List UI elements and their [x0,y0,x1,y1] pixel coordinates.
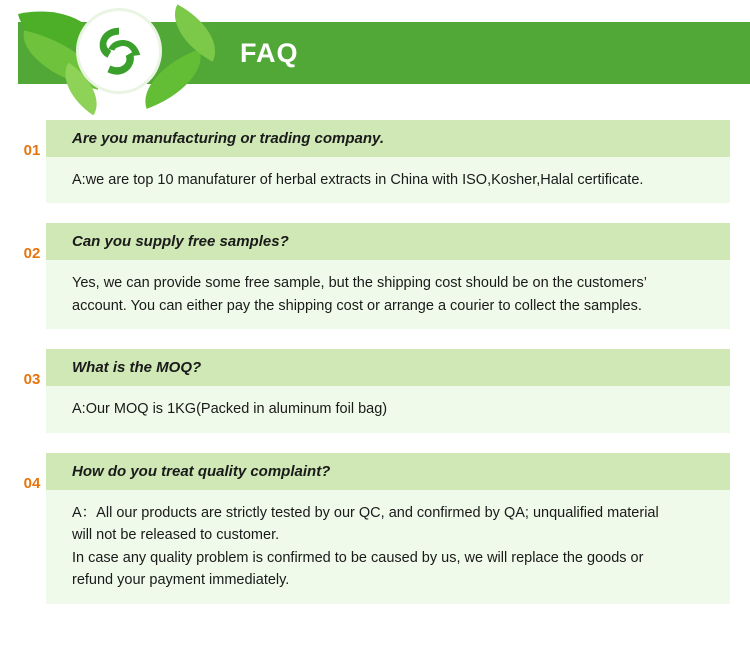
faq-answer-line: refund your payment immediately. [72,572,290,589]
faq-answer-line: Yes, we can provide some free sample, but the shipping cost should be on the customers’ [72,275,647,292]
faq-answer [46,157,730,203]
faq-answer-line: A:we are top 10 manufaturer of herbal extracts in China with ISO,Kosher,Halal certificate. [72,172,644,188]
faq-answer-line: will not be released to customer. [72,527,280,544]
faq-answer-line: account. You can either pay the shipping cost or arrange a courier to collect the samples. [72,297,642,314]
faq-list [0,84,750,604]
faq-number: 01 [23,142,41,159]
faq-number: 04 [23,474,41,492]
faq-answer-line: In case any quality problem is confirmed to be caused by us, we will replace the goods or [72,549,644,566]
faq-answer [46,260,730,329]
faq-answer [46,386,730,432]
page-title: FAQ [240,38,299,68]
faq-question: Are you manufacturing or trading company. [46,120,730,157]
faq-answer-line: A:Our MOQ is 1KG(Packed in aluminum foil bag) [72,401,388,418]
faq-number: 03 [23,371,41,389]
faq-question: How do you treat quality complaint? [46,453,730,490]
faq-item [18,349,730,432]
faq-item [18,223,730,329]
faq-answer [46,490,730,604]
faq-item [18,120,730,203]
logo-swirl-icon [90,22,148,80]
page-header [0,0,750,84]
faq-number: 02 [23,245,41,263]
faq-question: What is the MOQ? [46,349,730,386]
faq-answer-line: A：All our products are strictly tested by our QC, and confirmed by QA; unqualified material [72,504,659,521]
faq-item [18,453,730,604]
faq-question: Can you supply free samples? [46,223,730,260]
